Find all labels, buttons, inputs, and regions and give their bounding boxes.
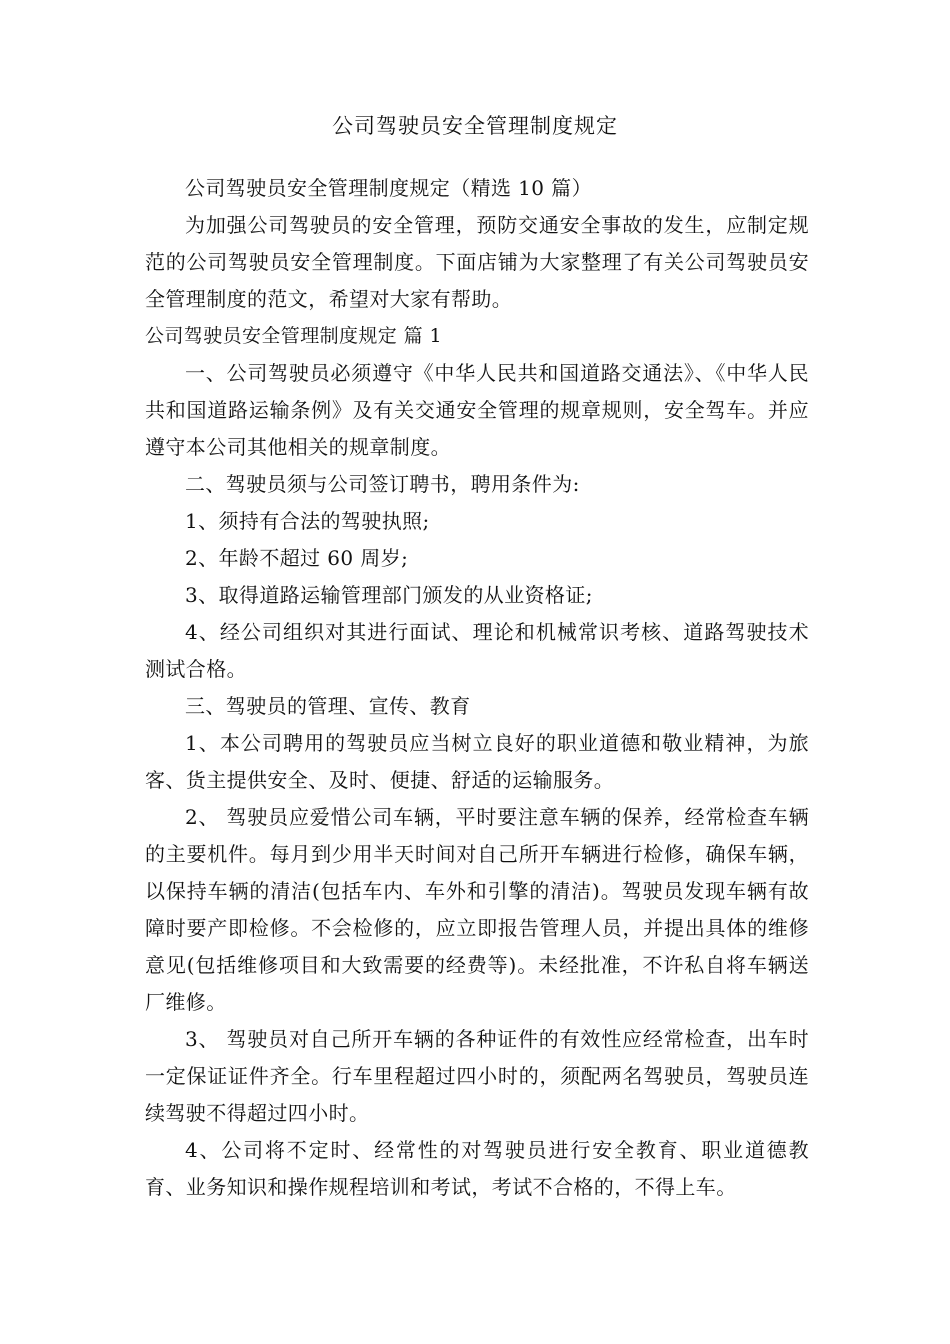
section-heading: 公司驾驶员安全管理制度规定 篇 1 [145,325,442,347]
article-3-paragraph: 三、驾驶员的管理、宣传、教育 [185,694,471,718]
subtitle-paragraph: 公司驾驶员安全管理制度规定（精选 10 篇） [185,176,592,200]
rule-4-paragraph: 4、公司将不定时、经常性的对驾驶员进行安全教育、职业道德教育、业务知识和操作规程培训和考试，考试不合格的，不得上车。 [145,1138,809,1199]
rule-2-paragraph: 2、 驾驶员应爱惜公司车辆，平时要注意车辆的保养，经常检查车辆的主要机件。每月到少用半天时间对自己所开车辆进行检修，确保车辆，以保持车辆的清洁(包括车内、车外和引擎的清洁)。驾驶员发现车辆有故障时要产即检修。不会检修的，应立即报告管理人员，并提出具体的维修意见(包括维修项目和大致需要的经费等)。未经批准，不许私自将车辆送厂维修。 [145,805,809,1014]
document-title: 公司驾驶员安全管理制度规定 [332,114,618,138]
rule-3-paragraph: 3、 驾驶员对自己所开车辆的各种证件的有效性应经常检查，出车时一定保证证件齐全。行车里程超过四小时的，须配两名驾驶员，驾驶员连续驾驶不得超过四小时。 [145,1027,809,1125]
article-1-paragraph: 一、公司驾驶员必须遵守《中华人民共和国道路交通法》、《中华人民共和国道路运输条例》及有关交通安全管理的规章规则，安全驾车。并应遵守本公司其他相关的规章制度。 [145,361,809,459]
condition-1-paragraph: 1、须持有合法的驾驶执照; [185,509,430,533]
rule-1-paragraph: 1、本公司聘用的驾驶员应当树立良好的职业道德和敬业精神，为旅客、货主提供安全、及时、便捷、舒适的运输服务。 [145,731,809,792]
condition-2-paragraph: 2、年龄不超过 60 周岁; [185,546,409,570]
condition-3-paragraph: 3、取得道路运输管理部门颁发的从业资格证; [185,583,593,607]
document-body [145,170,809,1206]
condition-4-paragraph: 4、经公司组织对其进行面试、理论和机械常识考核、道路驾驶技术测试合格。 [145,620,809,681]
intro-paragraph: 为加强公司驾驶员的安全管理，预防交通安全事故的发生，应制定规范的公司驾驶员安全管理制度。下面店铺为大家整理了有关公司驾驶员安全管理制度的范文，希望对大家有帮助。 [145,213,809,311]
article-2-paragraph: 二、驾驶员须与公司签订聘书，聘用条件为: [185,472,580,496]
